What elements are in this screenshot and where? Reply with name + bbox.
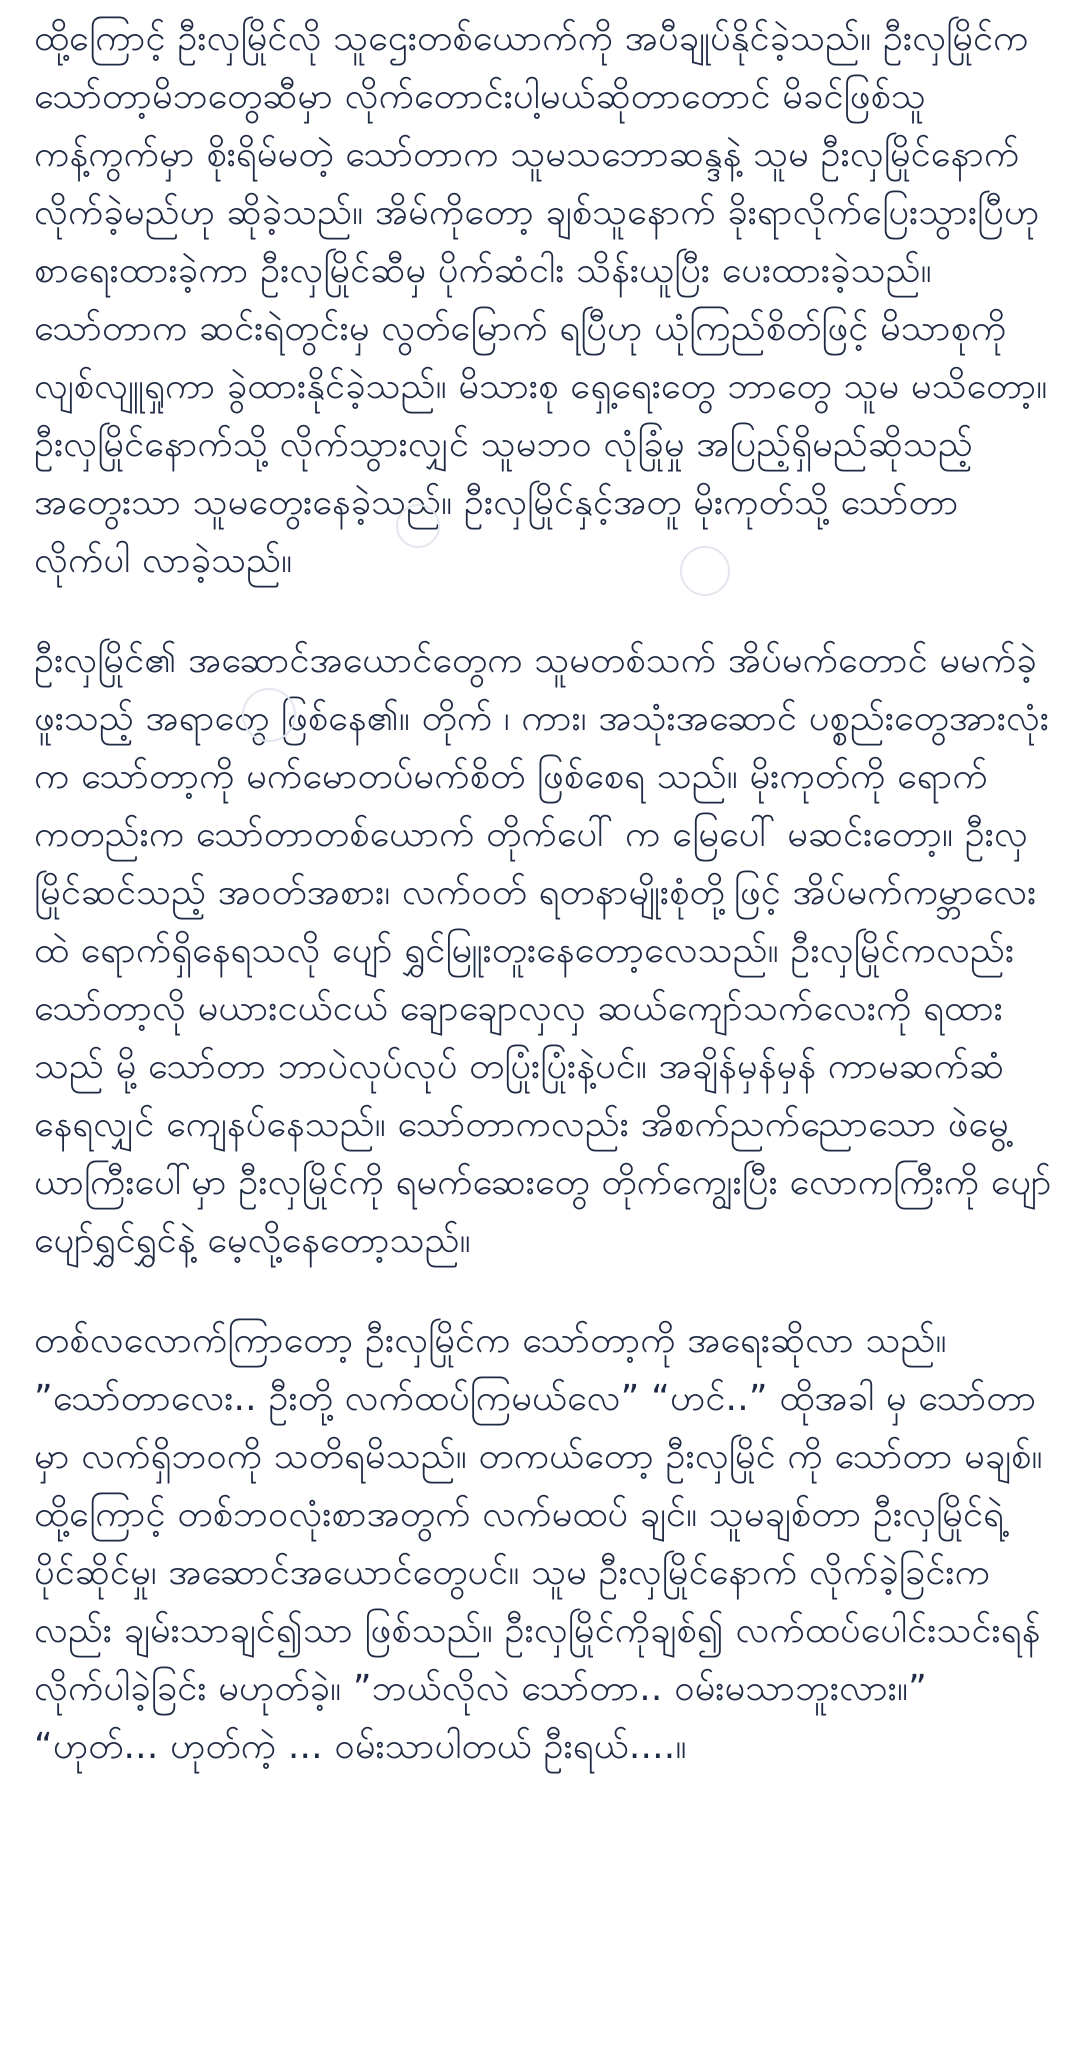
paragraph-3: တစ်လလောက်ကြာတော့ ဦးလှမြိုင်က သော်တာ့ကို အရေးဆိုလာ သည်။ ”သော်တာလေး.. ဦးတို့ လက်ထပ်ကြမယ်လေ” “ဟင်..” ထိုအခါ မှ သော်တာမှာ လက်ရှိဘဝကို သတိရမိသည်။ တကယ်တော့ ဦးလှမြိုင် ကို သော်တာ မချစ်။ ထို့ကြောင့် တစ်ဘဝလုံးစာအတွက် လက်မထပ် ချင်။ သူမချစ်တာ ဦးလှမြိုင်ရဲ့ ပိုင်ဆိုင်မှု၊ အဆောင်အယောင်တွေပင်။ သူမ ဦးလှမြိုင်နောက် လိုက်ခဲ့ခြင်းကလည်း ချမ်းသာချင်၍သာ ဖြစ်သည်။ ဦးလှမြိုင်ကိုချစ်၍ လက်ထပ်ပေါင်းသင်းရန် လိုက်ပါခဲ့ခြင်း မဟုတ်ခဲ့။ ”ဘယ်လိုလဲ သော်တာ.. ဝမ်းမသာဘူးလား။” “ဟုတ်... ဟုတ်ကဲ့ ... ဝမ်းသာပါတယ် ဦးရယ်....။ (34, 1320, 1043, 1767)
paragraph-1: ထို့ကြောင့် ဦးလှမြိုင်လို သူဌေးတစ်ယောက်ကို အပီချုပ်နိုင်ခဲ့သည်။ ဦးလှမြိုင်က သော်တာ့မိဘတွေဆီမှာ လိုက်တောင်းပါ့မယ်ဆိုတာတောင် မိခင်ဖြစ်သူ ကန့်ကွက်မှာ စိုးရိမ်မတဲ့ သော်တာက သူမသဘောဆန္ဒနဲ့ သူမ ဦးလှမြိုင်နောက် လိုက်ခဲ့မည်ဟု ဆိုခဲ့သည်။ အိမ်ကိုတော့ ချစ်သူနောက် ခိုးရာလိုက်ပြေးသွားပြီဟု စာရေးထားခဲ့ကာ ဦးလှမြိုင်ဆီမှ ပိုက်ဆံငါး သိန်းယူပြီး ပေးထားခဲ့သည်။ သော်တာက ဆင်းရဲတွင်းမှ လွတ်မြောက် ရပြီဟု ယုံကြည်စိတ်ဖြင့် မိသာစုကို လျစ်လျူရှုကာ ခွဲထားနိုင်ခဲ့သည်။ မိသားစု ရှေ့ရေးတွေ ဘာတွေ သူမ မသိတော့။ ဦးလှမြိုင်နောက်သို့ လိုက်သွားလျှင် သူမဘဝ လုံခြုံမှု အပြည့်ရှိမည်ဆိုသည့် အတွေးသာ သူမတွေးနေခဲ့သည်။ ဦးလှမြိုင်နှင့်အတူ မိုးကုတ်သို့ သော်တာ လိုက်ပါ လာခဲ့သည်။ (34, 18, 1048, 581)
decorative-circle-mark (242, 688, 296, 742)
decorative-circle-mark (396, 504, 440, 548)
decorative-circle-mark (680, 546, 730, 596)
article-body (34, 10, 1054, 1818)
paragraph-2: ဦးလှမြိုင်၏ အဆောင်အယောင်တွေက သူမတစ်သက် အိပ်မက်တောင် မမက်ခဲ့ဖူးသည့် အရာတွေ ဖြစ်နေ၏။ တိုက် ၊ ကား၊ အသုံးအဆောင် ပစ္စည်းတွေအားလုံးက သော်တာ့ကို မက်မောတပ်မက်စိတ် ဖြစ်စေရ သည်။ မိုးကုတ်ကို ရောက်ကတည်းက သော်တာတစ်ယောက် တိုက်ပေါ် က မြေပေါ် မဆင်းတော့။ ဦးလှမြိုင်ဆင်သည့် အဝတ်အစား၊ လက်ဝတ် ရတနာမျိုးစုံတို့ဖြင့် အိပ်မက်ကမ္ဘာလေးထဲ ရောက်ရှိနေရသလို ပျော် ရွှင်မြူးတူးနေတော့လေသည်။ ဦးလှမြိုင်ကလည်း သော်တာ့လို မယားငယ်ငယ် ချောချောလှလှ ဆယ်ကျော်သက်လေးကို ရထားသည် မို့ သော်တာ ဘာပဲလုပ်လုပ် တပြုံးပြုံးနဲ့ပင်။ အချိန်မှန်မှန် ကာမဆက်ဆံ နေရလျှင် ကျေနပ်နေသည်။ သော်တာကလည်း အိစက်ညက်ညောသော ဖဲမွေ့ယာကြီးပေါ်မှာ ဦးလှမြိုင်ကို ရမက်ဆေးတွေ တိုက်ကျွေးပြီး လောကကြီးကို ပျော်ပျော်ရွှင်ရွှင်နဲ့ မေ့လို့နေတော့သည်။ (34, 640, 1052, 1261)
